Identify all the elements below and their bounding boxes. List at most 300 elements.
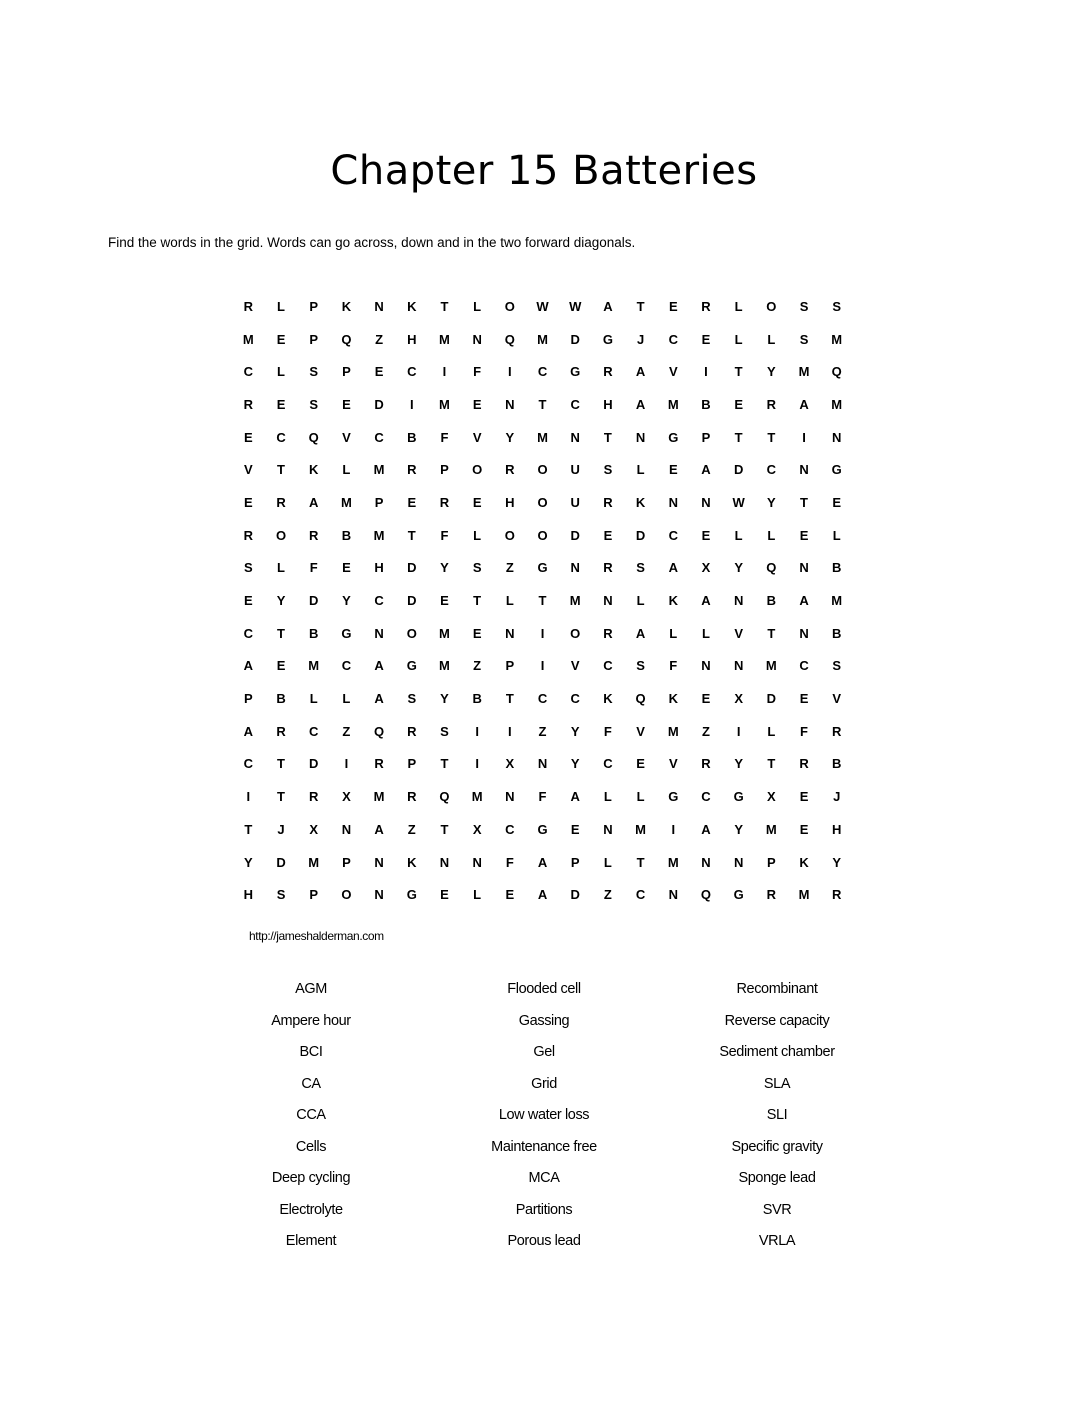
grid-letter: M <box>635 821 647 837</box>
grid-letter: R <box>766 396 777 412</box>
grid-letter: S <box>309 364 319 380</box>
word-item: Electrolyte <box>279 1201 343 1218</box>
grid-letter: R <box>243 527 254 543</box>
grid-letter: V <box>668 364 678 380</box>
grid-letter: Y <box>767 494 776 510</box>
grid-letter: M <box>765 658 777 674</box>
grid-letter: H <box>505 494 515 510</box>
grid-letter: K <box>309 462 319 478</box>
grid-letter: C <box>603 756 613 772</box>
grid-letter: O <box>472 462 483 478</box>
grid-letter: A <box>701 462 711 478</box>
grid-letter: J <box>833 789 841 805</box>
grid-letter: C <box>603 658 613 674</box>
grid-letter: E <box>505 887 515 903</box>
grid-letter: F <box>800 723 808 739</box>
grid-letter: E <box>440 887 449 903</box>
grid-letter: A <box>374 821 384 837</box>
grid-letter: N <box>374 625 384 641</box>
grid-letter: O <box>275 527 287 543</box>
grid-letter: H <box>603 396 613 412</box>
grid-letter: R <box>407 462 417 478</box>
grid-letter: N <box>701 494 711 510</box>
grid-letter: G <box>668 789 679 805</box>
grid-letter: V <box>832 691 842 707</box>
grid-letter: D <box>570 331 580 347</box>
grid-letter: T <box>407 527 416 543</box>
grid-letter: I <box>475 756 479 772</box>
grid-letter: Q <box>831 364 842 380</box>
grid-letter: N <box>733 854 744 870</box>
grid-letter: B <box>276 691 286 707</box>
grid-letter: P <box>374 494 384 510</box>
grid-letter: R <box>407 723 417 739</box>
word-item: Maintenance free <box>491 1138 597 1155</box>
grid-letter: S <box>603 462 613 478</box>
grid-letter: D <box>570 887 580 903</box>
grid-letter: A <box>635 396 646 412</box>
grid-letter: T <box>538 396 547 412</box>
grid-letter: Z <box>603 887 612 903</box>
word-item: Cells <box>295 1138 327 1155</box>
grid-letter: I <box>540 625 545 641</box>
grid-letter: I <box>246 789 251 805</box>
word-item: SVR <box>762 1201 792 1218</box>
grid-letter: E <box>832 494 842 510</box>
grid-letter: M <box>340 494 352 510</box>
grid-letter: X <box>701 560 711 576</box>
grid-letter: O <box>504 298 515 314</box>
grid-letter: V <box>472 429 482 445</box>
grid-letter: E <box>472 396 482 412</box>
word-item: SLA <box>763 1075 791 1092</box>
grid-letter: L <box>767 331 776 347</box>
grid-letter: C <box>374 593 384 609</box>
grid-letter: T <box>636 298 645 314</box>
grid-letter: D <box>309 756 319 772</box>
word-item: SLI <box>766 1107 788 1123</box>
grid-letter: P <box>309 331 319 347</box>
grid-letter: A <box>701 593 711 609</box>
grid-letter: X <box>505 756 515 772</box>
grid-letter: E <box>799 789 809 805</box>
grid-letter: N <box>799 462 809 478</box>
grid-letter: R <box>766 887 777 903</box>
grid-letter: Q <box>439 789 450 805</box>
grid-letter: N <box>374 298 384 314</box>
grid-letter: R <box>374 756 384 772</box>
grid-letter: C <box>505 821 515 837</box>
grid-letter: T <box>603 429 612 445</box>
grid-letter: M <box>798 887 810 903</box>
grid-letter: T <box>473 593 482 609</box>
word-item: Ampere hour <box>271 1012 351 1029</box>
grid-letter: N <box>668 494 678 510</box>
grid-letter: M <box>242 331 254 347</box>
grid-letter: I <box>508 723 512 739</box>
grid-letter: N <box>603 593 613 609</box>
grid-letter: G <box>733 887 744 903</box>
grid-letter: R <box>603 560 613 576</box>
word-item: BCI <box>299 1044 323 1060</box>
grid-letter: E <box>701 691 711 707</box>
grid-letter: R <box>603 494 613 510</box>
word-item: CCA <box>296 1107 326 1123</box>
grid-letter: L <box>473 887 482 903</box>
grid-letter: H <box>832 821 842 837</box>
grid-letter: T <box>244 821 253 837</box>
source-url: http://jameshalderman.com <box>249 929 384 943</box>
grid-letter: E <box>668 462 678 478</box>
grid-letter: R <box>309 789 319 805</box>
grid-letter: B <box>701 396 711 412</box>
grid-letter: S <box>636 658 645 674</box>
grid-letter: T <box>734 364 743 380</box>
grid-letter: V <box>636 723 645 739</box>
grid-letter: Y <box>734 560 743 576</box>
grid-letter: E <box>276 331 286 347</box>
grid-letter: N <box>439 854 450 870</box>
grid-letter: R <box>243 298 254 314</box>
grid-letter: L <box>734 527 743 543</box>
grid-letter: B <box>766 593 777 609</box>
grid-letter: A <box>243 723 254 739</box>
grid-letter: T <box>767 429 776 445</box>
word-item: Partitions <box>515 1201 573 1218</box>
grid-letter: A <box>570 789 580 805</box>
grid-letter: I <box>704 364 708 380</box>
grid-letter: S <box>636 560 645 576</box>
grid-letter: G <box>831 462 842 478</box>
grid-letter: P <box>767 854 776 870</box>
grid-letter: F <box>473 364 482 380</box>
grid-letter: E <box>799 527 809 543</box>
grid-letter: N <box>374 854 384 870</box>
grid-letter: A <box>603 298 613 314</box>
word-item: Grid <box>531 1075 557 1092</box>
grid-letter: S <box>472 560 482 576</box>
grid-letter: M <box>308 854 320 870</box>
word-item: VRLA <box>758 1233 796 1249</box>
grid-letter: S <box>799 298 809 314</box>
grid-letter: M <box>831 396 843 412</box>
grid-letter: P <box>309 298 319 314</box>
grid-letter: N <box>505 625 515 641</box>
grid-letter: J <box>636 331 645 347</box>
grid-letter: D <box>766 691 777 707</box>
grid-letter: K <box>341 298 352 314</box>
word-item: Recombinant <box>736 981 818 997</box>
grid-letter: L <box>734 298 743 314</box>
word-item: Deep cycling <box>271 1170 351 1186</box>
grid-letter: O <box>537 494 548 510</box>
grid-letter: N <box>570 560 580 576</box>
grid-letter: A <box>537 854 548 870</box>
grid-letter: P <box>701 429 711 445</box>
grid-letter: O <box>341 887 352 903</box>
grid-letter: I <box>409 396 414 412</box>
grid-letter: B <box>341 527 352 543</box>
grid-letter: N <box>374 887 384 903</box>
grid-letter: F <box>538 789 547 805</box>
grid-letter: N <box>472 331 482 347</box>
grid-letter: C <box>635 887 646 903</box>
grid-letter: E <box>244 494 253 510</box>
grid-letter: L <box>832 527 841 543</box>
grid-letter: L <box>277 364 285 380</box>
word-item: Element <box>285 1233 337 1249</box>
grid-letter: G <box>570 364 581 380</box>
grid-letter: Y <box>734 756 743 772</box>
word-item: Reverse capacity <box>724 1012 830 1029</box>
grid-letter: S <box>309 396 319 412</box>
grid-letter: T <box>440 756 449 772</box>
grid-letter: L <box>636 593 645 609</box>
grid-letter: K <box>635 494 646 510</box>
grid-letter: C <box>243 364 254 380</box>
grid-letter: S <box>244 560 253 576</box>
grid-letter: L <box>603 789 612 805</box>
grid-letter: D <box>733 462 744 478</box>
grid-letter: E <box>342 396 351 412</box>
grid-letter: Y <box>832 854 842 870</box>
grid-letter: R <box>505 462 515 478</box>
grid-letter: E <box>374 364 384 380</box>
grid-letter: F <box>440 429 449 445</box>
grid-letter: C <box>341 658 352 674</box>
grid-letter: P <box>407 756 417 772</box>
grid-letter: E <box>276 396 286 412</box>
grid-letter: D <box>374 396 384 412</box>
grid-letter: P <box>309 887 319 903</box>
grid-letter: P <box>244 691 253 707</box>
grid-letter: E <box>472 494 482 510</box>
grid-letter: A <box>635 364 646 380</box>
grid-letter: L <box>636 789 645 805</box>
grid-letter: M <box>373 789 385 805</box>
grid-letter: C <box>276 429 286 445</box>
grid-letter: S <box>799 331 809 347</box>
grid-letter: D <box>407 560 417 576</box>
grid-letter: Y <box>505 429 515 445</box>
grid-letter: Y <box>276 593 286 609</box>
grid-letter: S <box>276 887 286 903</box>
grid-letter: Y <box>570 723 580 739</box>
grid-letter: T <box>636 854 645 870</box>
grid-letter: G <box>602 331 613 347</box>
grid-letter: L <box>767 527 776 543</box>
grid-letter: R <box>439 494 450 510</box>
grid-letter: E <box>472 625 482 641</box>
grid-letter: J <box>277 821 285 837</box>
word-list-column-1 <box>194 976 428 1260</box>
grid-letter: X <box>342 789 351 805</box>
grid-letter: O <box>766 298 777 314</box>
grid-letter: H <box>374 560 384 576</box>
grid-letter: X <box>472 821 482 837</box>
grid-letter: O <box>537 462 548 478</box>
grid-letter: R <box>832 887 842 903</box>
grid-letter: N <box>701 854 711 870</box>
grid-letter: L <box>505 593 514 609</box>
grid-letter: M <box>667 723 679 739</box>
grid-letter: R <box>243 396 254 412</box>
grid-letter: L <box>277 560 285 576</box>
grid-letter: C <box>701 789 711 805</box>
grid-letter: M <box>569 593 581 609</box>
grid-letter: P <box>342 854 351 870</box>
grid-letter: Z <box>538 723 547 739</box>
grid-letter: E <box>668 298 678 314</box>
grid-letter: E <box>603 527 613 543</box>
grid-letter: K <box>407 854 417 870</box>
grid-letter: R <box>832 723 842 739</box>
word-item: Gassing <box>518 1012 570 1029</box>
grid-letter: C <box>537 691 548 707</box>
grid-letter: P <box>342 364 351 380</box>
grid-letter: M <box>373 462 385 478</box>
grid-letter: R <box>407 789 417 805</box>
grid-letter: L <box>669 625 678 641</box>
word-list <box>194 976 894 1256</box>
grid-letter: R <box>799 756 809 772</box>
grid-letter: T <box>277 756 285 772</box>
grid-letter: V <box>734 625 743 641</box>
grid-letter: Q <box>700 887 712 903</box>
grid-letter: Y <box>440 560 449 576</box>
grid-letter: N <box>799 560 809 576</box>
grid-letter: M <box>831 331 843 347</box>
grid-letter: Y <box>440 691 449 707</box>
grid-letter: Q <box>374 723 385 739</box>
grid-letter: G <box>537 560 548 576</box>
grid-letter: I <box>508 364 512 380</box>
word-item: Porous lead <box>507 1233 581 1249</box>
grid-letter: L <box>767 723 776 739</box>
grid-letter: S <box>407 691 417 707</box>
grid-letter: A <box>668 560 678 576</box>
grid-letter: M <box>471 789 483 805</box>
grid-letter: G <box>406 887 417 903</box>
grid-letter: Q <box>341 331 352 347</box>
grid-letter: R <box>603 364 613 380</box>
grid-letter: G <box>406 658 417 674</box>
grid-letter: C <box>766 462 777 478</box>
word-item: Flooded cell <box>507 981 581 997</box>
grid-letter: O <box>570 625 581 641</box>
word-list-column-3 <box>660 976 894 1260</box>
grid-letter: E <box>244 593 253 609</box>
grid-letter: I <box>671 821 676 837</box>
grid-letter: L <box>309 691 318 707</box>
grid-letter: M <box>667 854 679 870</box>
grid-letter: F <box>440 527 449 543</box>
grid-letter: T <box>277 789 285 805</box>
grid-letter: D <box>276 854 286 870</box>
grid-letter: D <box>309 593 319 609</box>
grid-letter: T <box>767 625 776 641</box>
grid-letter: R <box>276 723 286 739</box>
grid-letter: R <box>309 527 319 543</box>
grid-letter: H <box>243 887 254 903</box>
grid-letter: N <box>341 821 352 837</box>
grid-letter: P <box>440 462 449 478</box>
grid-letter: X <box>309 821 319 837</box>
grid-letter: F <box>603 723 612 739</box>
grid-letter: D <box>635 527 646 543</box>
word-item: Gel <box>533 1044 555 1060</box>
grid-letter: M <box>667 396 679 412</box>
grid-letter: V <box>342 429 351 445</box>
grid-letter: P <box>505 658 515 674</box>
grid-letter: T <box>440 298 449 314</box>
grid-letter: Y <box>570 756 580 772</box>
grid-letter: Z <box>375 331 384 347</box>
grid-letter: M <box>308 658 320 674</box>
grid-letter: E <box>407 494 417 510</box>
grid-letter: Z <box>473 658 482 674</box>
grid-letter: M <box>439 625 450 641</box>
grid-letter: I <box>475 723 479 739</box>
grid-letter: L <box>277 298 285 314</box>
grid-letter: H <box>407 331 417 347</box>
grid-letter: L <box>734 331 743 347</box>
grid-letter: O <box>406 625 417 641</box>
grid-letter: B <box>407 429 417 445</box>
grid-letter: X <box>734 691 743 707</box>
grid-letter: B <box>472 691 482 707</box>
grid-letter: E <box>701 527 711 543</box>
grid-letter: N <box>505 789 515 805</box>
grid-letter: L <box>603 854 612 870</box>
grid-letter: C <box>570 691 580 707</box>
grid-letter: C <box>243 625 254 641</box>
grid-letter: N <box>537 756 548 772</box>
grid-letter: W <box>569 298 582 314</box>
grid-letter: M <box>373 527 385 543</box>
grid-letter: N <box>733 593 744 609</box>
grid-letter: T <box>538 593 547 609</box>
grid-letter: U <box>570 494 580 510</box>
grid-letter: Y <box>244 854 253 870</box>
grid-letter: R <box>701 298 711 314</box>
grid-letter: O <box>504 527 515 543</box>
grid-letter: G <box>341 625 352 641</box>
word-item: Specific gravity <box>731 1138 823 1155</box>
grid-letter: T <box>277 462 285 478</box>
grid-letter: X <box>767 789 776 805</box>
grid-letter: E <box>440 593 449 609</box>
grid-letter: M <box>439 396 450 412</box>
grid-letter: R <box>276 494 286 510</box>
grid-letter: N <box>570 429 580 445</box>
grid-letter: A <box>374 691 384 707</box>
grid-letter: E <box>636 756 645 772</box>
grid-letter: K <box>603 691 613 707</box>
grid-letter: C <box>407 364 417 380</box>
grid-letter: M <box>439 658 450 674</box>
grid-letter: M <box>765 821 777 837</box>
word-list-column-2 <box>427 976 661 1260</box>
grid-letter: A <box>243 658 254 674</box>
grid-letter: S <box>440 723 449 739</box>
grid-letter: R <box>603 625 613 641</box>
grid-letter: B <box>832 756 842 772</box>
grid-letter: Q <box>635 691 646 707</box>
grid-letter: K <box>799 854 809 870</box>
grid-letter: I <box>540 658 545 674</box>
grid-letter: B <box>309 625 319 641</box>
